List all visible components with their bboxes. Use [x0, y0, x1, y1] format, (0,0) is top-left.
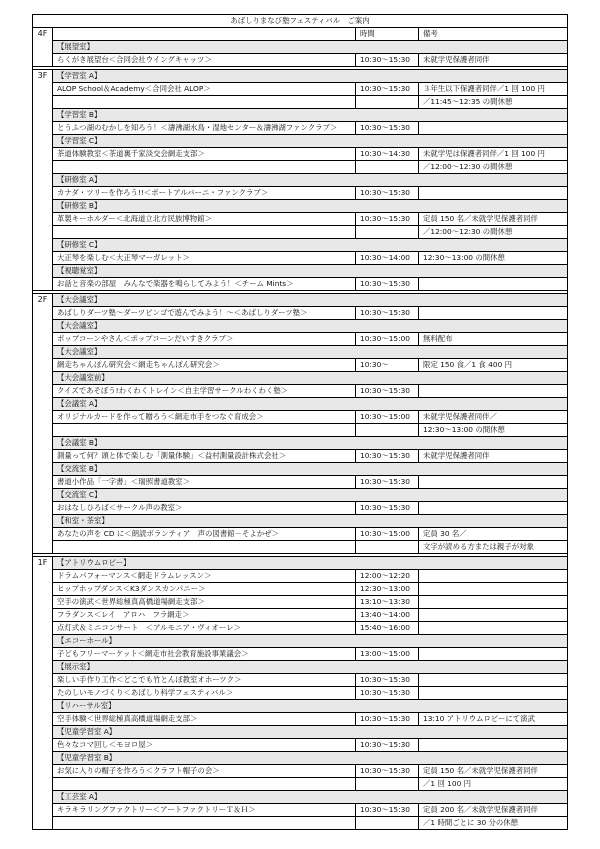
event-row [33, 148, 568, 161]
event-row [33, 596, 568, 609]
room-heading: 【エコーホール】 [53, 635, 568, 648]
section-row [33, 41, 568, 54]
event-name: あなたの声を CD に＜朗読ボランティア 声の図書館－そよかぜ＞ [53, 528, 356, 541]
floor-label: 3F [33, 70, 53, 291]
event-name: カナダ・ツリーを作ろう!!＜ポートアルバーニ・ファンクラブ＞ [53, 187, 356, 200]
event-name [53, 226, 356, 239]
event-note: ／12:00～12:30 の間休憩 [419, 226, 568, 239]
event-name [53, 161, 356, 174]
floor-label: 2F [33, 294, 53, 554]
room-heading: 【研修室 A】 [53, 174, 568, 187]
event-name: 茶道体験教室＜茶道裏千家淡交会網走支部＞ [53, 148, 356, 161]
event-note [419, 122, 568, 135]
event-row [33, 122, 568, 135]
event-name: お話と音楽の部屋 みんなで楽器を鳴らしてみよう！＜チーム Mints＞ [53, 278, 356, 291]
event-time: 10:30～15:30 [356, 187, 419, 200]
section-row [33, 200, 568, 213]
event-name: あばしりダーツ塾～ダーツビンゴで遊んでみよう！～＜あばしりダーツ塾＞ [53, 307, 356, 320]
event-row [33, 83, 568, 96]
section-row [33, 515, 568, 528]
event-note [419, 609, 568, 622]
event-name: オリジナルカードを作って贈ろう＜網走市手をつなぐ育成会＞ [53, 411, 356, 424]
event-note [419, 278, 568, 291]
event-time: 13:00～15:00 [356, 648, 419, 661]
event-row [33, 476, 568, 489]
event-row [33, 359, 568, 372]
event-note: 定員 200 名／未就学児保護者同伴 [419, 804, 568, 817]
room-heading: 【リハーサル室】 [53, 700, 568, 713]
event-name [53, 541, 356, 554]
event-time: 10:30～14:00 [356, 252, 419, 265]
event-row [33, 713, 568, 726]
event-time: 13:10～13:30 [356, 596, 419, 609]
event-time: 10:30～15:30 [356, 687, 419, 700]
event-name: 子どもフリーマーケット＜網走市社会教育施設事業議会＞ [53, 648, 356, 661]
event-row [33, 739, 568, 752]
section-row [33, 372, 568, 385]
event-note: ３年生以下保護者同伴／1 回 100 円 [419, 83, 568, 96]
room-heading: 【視聴覚室】 [53, 265, 568, 278]
event-note: 定員 150 名／未就学児保護者同伴 [419, 765, 568, 778]
document-title: あばしりまなび塾フェスティバル ご案内 [33, 15, 568, 28]
event-time: 10:30～14:30 [356, 148, 419, 161]
event-note [419, 476, 568, 489]
room-heading: 【学習室 B】 [53, 109, 568, 122]
event-time [356, 161, 419, 174]
section-row [33, 109, 568, 122]
room-heading: 【会議室 B】 [53, 437, 568, 450]
event-row [33, 570, 568, 583]
event-name: ドラムパフォーマンス＜網走ドラムレッスン＞ [53, 570, 356, 583]
event-time [356, 778, 419, 791]
header-row [33, 28, 568, 41]
section-row [33, 700, 568, 713]
event-row [33, 96, 568, 109]
event-note [419, 622, 568, 635]
room-heading: 【大会議室前】 [53, 372, 568, 385]
event-row [33, 583, 568, 596]
event-time: 10:30～15:00 [356, 411, 419, 424]
room-heading: 【展望室】 [53, 41, 568, 54]
section-row [33, 174, 568, 187]
event-row [33, 804, 568, 817]
event-note [419, 187, 568, 200]
event-note: 定員 150 名／未就学児保護者同伴 [419, 213, 568, 226]
event-name [53, 96, 356, 109]
room-heading: 【大会議室】 [53, 346, 568, 359]
section-row [33, 239, 568, 252]
section-row [33, 265, 568, 278]
event-name: 大正琴を楽しむ＜大正琴マーガレット＞ [53, 252, 356, 265]
header-note: 備考 [419, 28, 568, 41]
header-blank [53, 28, 356, 41]
section-row [33, 726, 568, 739]
room-heading: 【児童学習室 A】 [53, 726, 568, 739]
event-note: 定員 30 名／ [419, 528, 568, 541]
event-row [33, 424, 568, 437]
event-note [419, 687, 568, 700]
event-note [419, 648, 568, 661]
event-row [33, 411, 568, 424]
event-note: 13:10 アトリウムロビーにて演武 [419, 713, 568, 726]
section-row [33, 135, 568, 148]
room-heading: 【学習室 A】 [53, 70, 568, 83]
event-time: 10:30～15:30 [356, 83, 419, 96]
event-note [419, 307, 568, 320]
header-time: 時間 [356, 28, 419, 41]
section-row [33, 294, 568, 307]
section-row [33, 463, 568, 476]
section-row [33, 489, 568, 502]
event-name: らくがき展望台＜合同会社ウイングキャッツ＞ [53, 54, 356, 67]
event-name: 空手体験＜世界総極真高橋道場網走支部＞ [53, 713, 356, 726]
title-row [33, 15, 568, 28]
event-note: 未就学児保護者同伴 [419, 54, 568, 67]
event-row [33, 541, 568, 554]
event-note [419, 583, 568, 596]
event-time [356, 96, 419, 109]
room-heading: 【交流室 C】 [53, 489, 568, 502]
event-time: 10:30～15:30 [356, 307, 419, 320]
floor-label: 1F [33, 557, 53, 830]
event-row [33, 252, 568, 265]
event-name: お気に入りの帽子を作ろう＜クラフト帽子の会＞ [53, 765, 356, 778]
event-name: クイズであそぼう!わくわくトレイン＜自主学習サークルわくわく塾＞ [53, 385, 356, 398]
event-note: 12:30～13:00 の間休憩 [419, 252, 568, 265]
event-row [33, 609, 568, 622]
event-note: 無料配布 [419, 333, 568, 346]
event-time: 12:30～13:00 [356, 583, 419, 596]
event-time: 10:30～15:00 [356, 333, 419, 346]
section-row [33, 70, 568, 83]
event-row [33, 450, 568, 463]
event-name: おはなしひろば＜サークル声の教室＞ [53, 502, 356, 515]
event-time: 10:30～15:30 [356, 713, 419, 726]
event-time: 10:30～15:30 [356, 385, 419, 398]
event-time [356, 541, 419, 554]
event-note: 未就学児保護者同伴 [419, 450, 568, 463]
event-time: 10:30～15:30 [356, 122, 419, 135]
room-heading: 【学習室 C】 [53, 135, 568, 148]
event-name [53, 778, 356, 791]
event-row [33, 622, 568, 635]
event-name: ポップコーンやさん＜ポップコーンだいすきクラブ＞ [53, 333, 356, 346]
event-name: たのしいモノづくり＜あばしり科学フェスティバル＞ [53, 687, 356, 700]
event-note [419, 502, 568, 515]
event-time: 10:30～15:30 [356, 476, 419, 489]
event-name [53, 424, 356, 437]
event-name: 革製キーホルダー＜北海道立北方民族博物館＞ [53, 213, 356, 226]
event-note: ／11:45～12:35 の間休憩 [419, 96, 568, 109]
event-time: 13:40～14:00 [356, 609, 419, 622]
event-time: 10:30～15:30 [356, 278, 419, 291]
event-name: キラキラリングファクトリー＜アートファクトリーＴ＆Ｈ＞ [53, 804, 356, 817]
event-note: 文字が読める方または親子が対象 [419, 541, 568, 554]
schedule-table [32, 14, 568, 830]
event-note: ／1 回 100 円 [419, 778, 568, 791]
event-time: 10:30～15:30 [356, 765, 419, 778]
event-row [33, 502, 568, 515]
event-time: 10:30～15:00 [356, 528, 419, 541]
event-name: 測量って何？頭と体で楽しむ「測量体験」＜益村測量設計株式会社＞ [53, 450, 356, 463]
event-note: 12:30～13:00 の間休憩 [419, 424, 568, 437]
event-name: 書道小作品「一字書」＜瑞照書道教室＞ [53, 476, 356, 489]
event-time: 10:30～ [356, 359, 419, 372]
event-row [33, 226, 568, 239]
section-row [33, 635, 568, 648]
section-row [33, 437, 568, 450]
section-row [33, 791, 568, 804]
event-row [33, 385, 568, 398]
event-name: フラダンス＜レイ アロハ フラ網走＞ [53, 609, 356, 622]
event-note: 未就学児は保護者同伴／1 回 100 円 [419, 148, 568, 161]
section-row [33, 346, 568, 359]
event-time: 10:30～15:30 [356, 450, 419, 463]
event-time: 15:40～16:00 [356, 622, 419, 635]
room-heading: 【児童学習室 B】 [53, 752, 568, 765]
event-time: 10:30～15:30 [356, 213, 419, 226]
event-row [33, 674, 568, 687]
room-heading: 【和室・茶室】 [53, 515, 568, 528]
event-name: 色々なコマ回し＜モヨロ屋＞ [53, 739, 356, 752]
event-note: ／1 時間ごとに 30 分の休憩 [419, 817, 568, 830]
event-row [33, 161, 568, 174]
floor-label: 4F [33, 28, 53, 67]
room-heading: 【大会議室】 [53, 294, 568, 307]
event-note [419, 570, 568, 583]
event-time: 10:30～15:30 [356, 502, 419, 515]
event-row [33, 765, 568, 778]
event-row [33, 687, 568, 700]
event-row [33, 187, 568, 200]
event-row [33, 278, 568, 291]
event-name: 空手の演武＜世界総極真高橋道場網走支部＞ [53, 596, 356, 609]
event-note [419, 739, 568, 752]
section-row [33, 557, 568, 570]
section-row [33, 752, 568, 765]
event-row [33, 817, 568, 830]
event-time: 10:30～15:30 [356, 739, 419, 752]
event-name [53, 817, 356, 830]
event-row [33, 54, 568, 67]
event-name: 楽しい手作り工作＜どこでも竹とんぼ教室オホーツク＞ [53, 674, 356, 687]
event-note [419, 674, 568, 687]
section-row [33, 661, 568, 674]
event-note: 限定 150 食／1 食 400 円 [419, 359, 568, 372]
room-heading: 【工芸室 A】 [53, 791, 568, 804]
event-name: ヒップホップダンス＜K3ダンスカンパニー＞ [53, 583, 356, 596]
event-time: 12:00～12:20 [356, 570, 419, 583]
event-note [419, 385, 568, 398]
room-heading: 【大会議室】 [53, 320, 568, 333]
room-heading: 【交流室 B】 [53, 463, 568, 476]
event-note [419, 596, 568, 609]
event-row [33, 528, 568, 541]
event-row [33, 333, 568, 346]
event-row [33, 307, 568, 320]
event-name: とうふつ湖のむかしを知ろう！＜濤沸湖水鳥・湿地センター＆濤沸湖ファンクラブ＞ [53, 122, 356, 135]
event-row [33, 778, 568, 791]
event-time: 10:30～15:30 [356, 54, 419, 67]
room-heading: 【研修室 B】 [53, 200, 568, 213]
event-note: ／12:00～12:30 の間休憩 [419, 161, 568, 174]
event-name: 網走ちゃんぽん研究会＜網走ちゃんぽん研究会＞ [53, 359, 356, 372]
room-heading: 【研修室 C】 [53, 239, 568, 252]
event-note: 未就学児保護者同伴／ [419, 411, 568, 424]
event-time [356, 424, 419, 437]
room-heading: 【アトリウムロビー】 [53, 557, 568, 570]
room-heading: 【会議室 A】 [53, 398, 568, 411]
section-row [33, 398, 568, 411]
event-name: 点灯式＆ミニコンサート ＜アルモニア・ヴィオーレ＞ [53, 622, 356, 635]
event-time [356, 817, 419, 830]
section-row [33, 320, 568, 333]
event-name: ALOP School＆Academy＜合同会社 ALOP＞ [53, 83, 356, 96]
event-row [33, 213, 568, 226]
event-time [356, 226, 419, 239]
event-time: 10:30～15:30 [356, 674, 419, 687]
event-row [33, 648, 568, 661]
room-heading: 【展示室】 [53, 661, 568, 674]
event-time: 10:30～15:30 [356, 804, 419, 817]
